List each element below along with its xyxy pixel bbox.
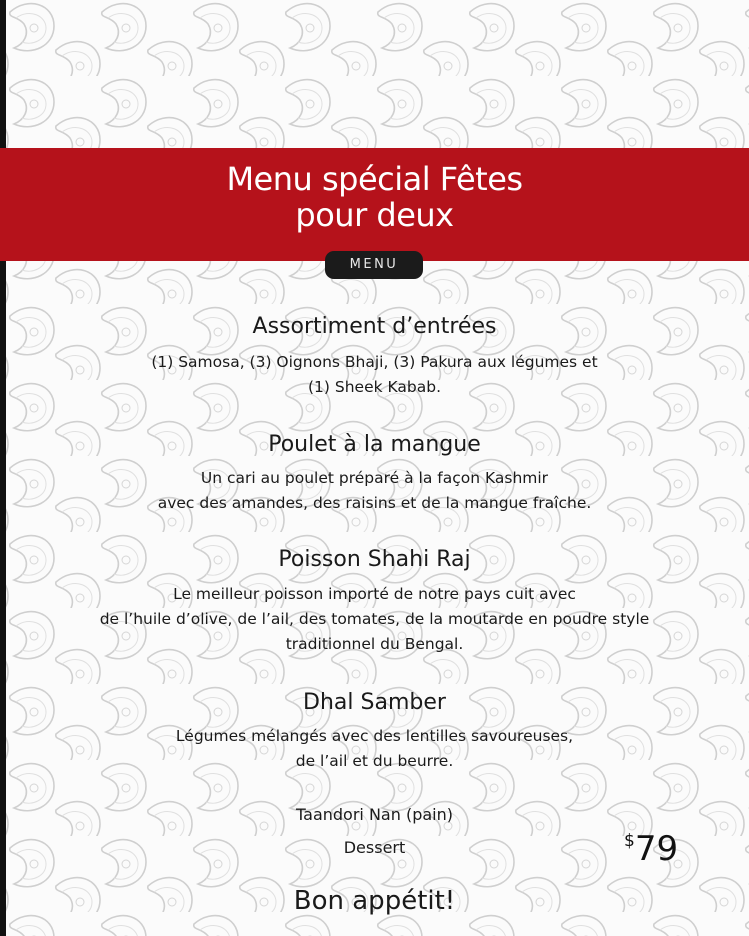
title-banner (0, 148, 749, 261)
price-amount: 79 (634, 829, 679, 869)
dish-description-line: Un cari au poulet préparé à la façon Kashmir (200, 469, 549, 487)
dish-description-4 (0, 724, 749, 774)
dish-name-4: Dhal Samber (303, 690, 446, 715)
price-currency: $ (624, 831, 635, 851)
dish-description-line: Le meilleur poisson importé de notre pays cuit avec (173, 585, 576, 603)
dish-description-line: avec des amandes, des raisins et de la mangue fraîche. (157, 494, 592, 512)
price-tag (624, 829, 678, 869)
dish-description-3 (0, 582, 749, 657)
closing-message: Bon appétit! (293, 886, 456, 916)
dish-description-line: (1) Samosa, (3) Oignons Bhaji, (3) Pakura aux légumes et (151, 353, 598, 371)
dish-description-line: (1) Sheek Kabab. (307, 378, 441, 396)
menu-badge: MENU (325, 251, 423, 279)
dish-description-line: Légumes mélangés avec des lentilles savoureuses, (175, 727, 574, 745)
dish-name-2: Poulet à la mangue (268, 432, 481, 457)
dish-description-line: de l’huile d’olive, de l’ail, des tomates, de la moutarde en poudre style (99, 610, 650, 628)
dish-name-3: Poisson Shahi Raj (278, 547, 471, 572)
page-title (0, 161, 749, 233)
dish-description-1 (0, 350, 749, 400)
dish-description-line: de l’ail et du beurre. (295, 752, 454, 770)
dish-description-2 (0, 466, 749, 516)
dish-name-1: Assortiment d’entrées (252, 314, 497, 339)
title-line-1: Menu spécial Fêtes (226, 160, 523, 198)
extra-bread: Taandori Nan (pain) (296, 805, 453, 824)
extra-dessert: Dessert (343, 838, 406, 857)
dish-description-line: traditionnel du Bengal. (285, 635, 464, 653)
title-line-2: pour deux (295, 196, 454, 234)
